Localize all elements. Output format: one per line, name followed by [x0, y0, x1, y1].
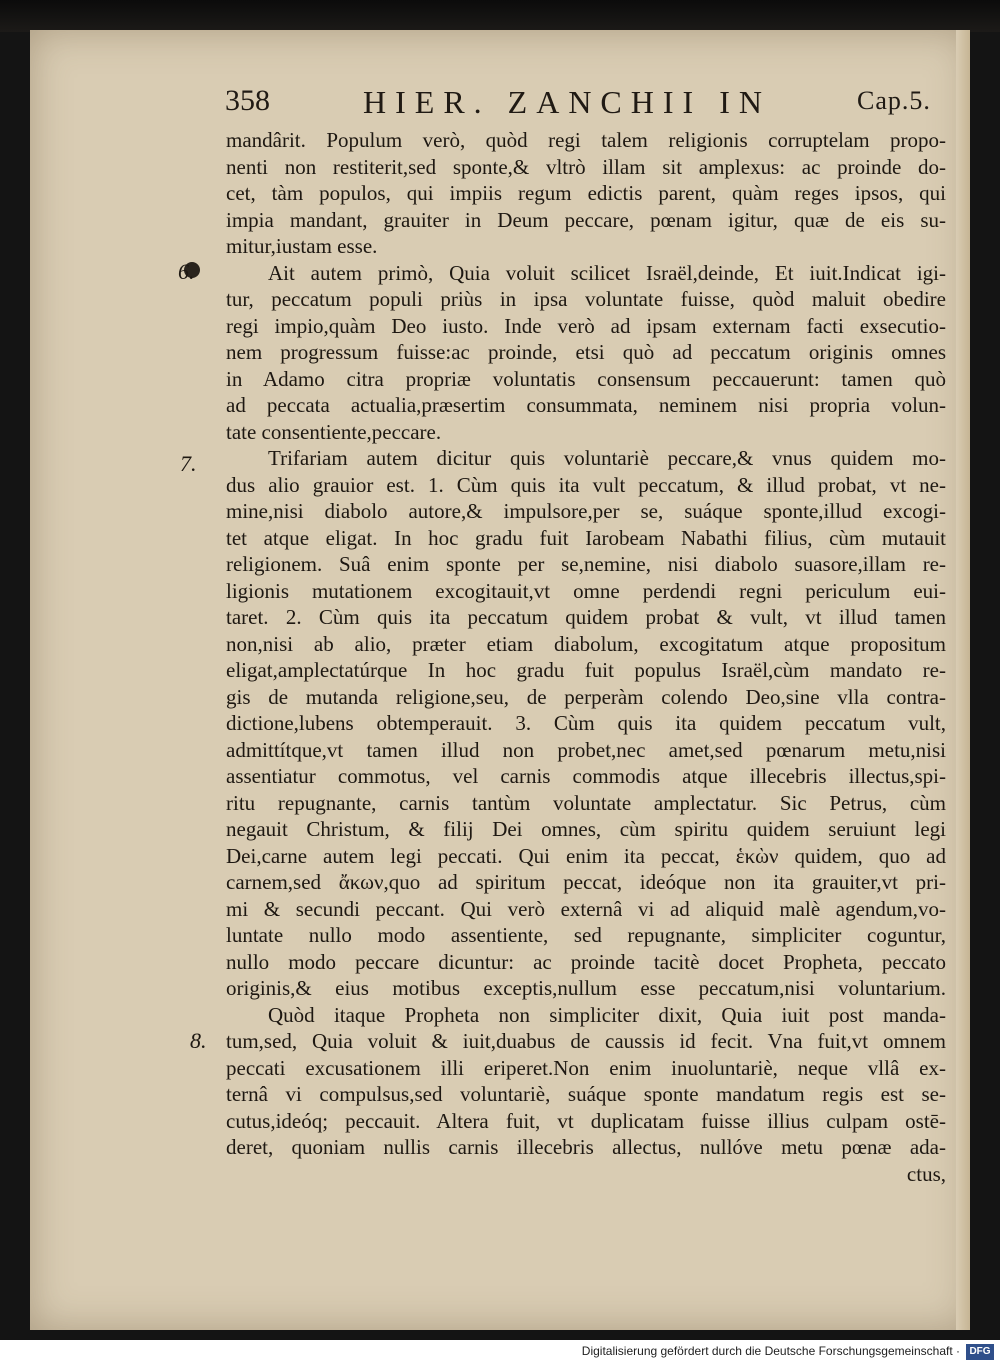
text-line: tum,sed, Quia voluit & iuit,duabus de caussis id fecit. Vna fuit,vt omnem [226, 1029, 946, 1053]
text-line: deret, quoniam nullis carnis illecebris allectus, nullóve metu pœnæ ada- [226, 1135, 946, 1159]
page-edge-shadow [956, 30, 970, 1330]
text-line: admittítque,vt tamen illud non probet,nec amet,sed pœnarum metu,nisi [226, 737, 946, 762]
text-line: cutus,ideóq; peccauit. Altera fuit, vt duplicatam fuisse illius culpam ostē- [226, 1108, 946, 1133]
text-line: impia mandant, grauiter in Deum peccare, pœnam igitur, quæ de eis su- [226, 207, 946, 232]
text-line: Quòd itaque Propheta non simpliciter dixit, Quia iuit post manda- [268, 1002, 946, 1027]
text-line: originis,& eius motibus exceptis,nullum esse peccatum,nisi voluntarium. [226, 976, 946, 1000]
text-line: mi & secundi peccant. Qui verò externâ vi ad aliquid malè agendum,vo- [226, 896, 946, 921]
text-line: ligionis mutationem excogitauit,vt omne perdendi regni periculum eui- [226, 578, 946, 603]
text-line: nem progressum fuisse:ac proinde, etsi quò ad peccatum originis omnes [226, 340, 946, 364]
text-line: tur, peccatum populi priùs in ipsa voluntate fuisse, quòd maluit obedire [226, 287, 946, 311]
text-line: negauit Christum, & filij Dei omnes, cùm spiritu quidem seruiunt legi [226, 817, 946, 841]
chapter-label: Cap.5. [857, 86, 931, 115]
catchword: ctus, [906, 1161, 946, 1186]
text-line: non,nisi ab alio, præter etiam diabolum, excogitatum atque propositum [226, 631, 946, 656]
text-line: regi impio,quàm Deo iusto. Inde verò ad ipsam externam facti exsecutio- [226, 313, 946, 338]
text-line: tate consentiente,peccare. [226, 419, 442, 444]
text-line: carnem,sed ἄκων,quo ad spiritum peccat, ideóque non ita grauiter,vt pri- [226, 870, 946, 894]
dfg-logo-icon: DFG [966, 1344, 994, 1360]
text-line: religionem. Suâ enim sponte per se,nemine, nisi diabolo suasore,illam re- [226, 552, 946, 576]
text-line: in Adamo citra propriæ voluntatis consensum peccauerunt: tamen quò [226, 366, 946, 391]
scan-frame [0, 0, 1000, 32]
text-line: mine,nisi diabolo autore,& impulsore,per se, suáque sponte,illud excogi- [226, 499, 946, 523]
text-line: dus alio grauior est. 1. Cùm quis ita vult peccatum, & illud probat, vt ne- [226, 472, 946, 497]
text-line: assentiatur commotus, vel carnis commodis atque illecebris illectus,spi- [226, 764, 946, 788]
text-line: ternâ vi compulsus,sed voluntariè, suáque sponte mandatum regis est se- [226, 1082, 946, 1106]
text-line: taret. 2. Cùm quis ita peccatum quidem probat & vult, vt illud tamen [226, 605, 946, 629]
body-text [226, 127, 946, 1187]
text-line: eligat,amplectatúrque In hoc gradu fuit populus Israël,cùm mandato re- [226, 658, 946, 682]
text-line: Dei,carne autem legi peccati. Qui enim ita peccat, ἑκὼν quidem, quo ad [226, 843, 946, 868]
funding-credit: Digitalisierung gefördert durch die Deutsche Forschungsgemeinschaft · [581, 1344, 960, 1358]
text-line: gis de mutanda religione,seu, de perperàm colendo Deo,sine vlla contra- [226, 684, 946, 709]
margin-number: 8. [190, 1028, 207, 1053]
text-line: tet atque eligat. In hoc gradu fuit Iarobeam Nabathi filius, cùm mutauit [226, 525, 946, 550]
text-line: Ait autem primò, Quia voluit scilicet Israël,deinde, Et iuit.Indicat igi- [268, 260, 946, 285]
text-line: ritu repugnante, carnis tantùm voluntate amplectatur. Sic Petrus, cùm [226, 790, 946, 815]
text-line: Trifariam autem dicitur quis voluntariè peccare,& vnus quidem mo- [268, 446, 946, 470]
margin-number: 6. [178, 259, 195, 284]
running-title: HIER. ZANCHII IN [363, 84, 771, 120]
page-number: 358 [225, 84, 270, 117]
margin-number: 7. [180, 451, 197, 476]
text-line: cet, tàm populos, qui impiis regum edictis parent, quàm reges ipsos, qui [226, 181, 946, 205]
text-line: mandârit. Populum verò, quòd regi talem religionis corruptelam propo- [226, 128, 946, 152]
text-line: mitur,iustam esse. [226, 234, 378, 258]
text-line: dictione,lubens obtemperauit. 3. Cùm quis ita quidem peccatum vult, [226, 711, 946, 735]
digitization-footer [0, 1340, 1000, 1364]
text-line: luntate nullo modo assentiente, sed repugnante, simpliciter coguntur, [226, 923, 946, 947]
text-line: nullo modo peccare dicuntur: ac proinde tacitè docet Propheta, peccato [226, 949, 946, 974]
page-header [225, 84, 945, 124]
text-line: peccati excusationem illi eriperet.Non enim inuoluntariè, neque vllâ ex- [226, 1055, 946, 1080]
text-line: nenti non restiterit,sed sponte,& vltrò illam sit amplexus: ac proinde do- [226, 154, 946, 179]
text-line: ad peccata actualia,præsertim consummata, neminem nisi propria volun- [226, 393, 946, 417]
